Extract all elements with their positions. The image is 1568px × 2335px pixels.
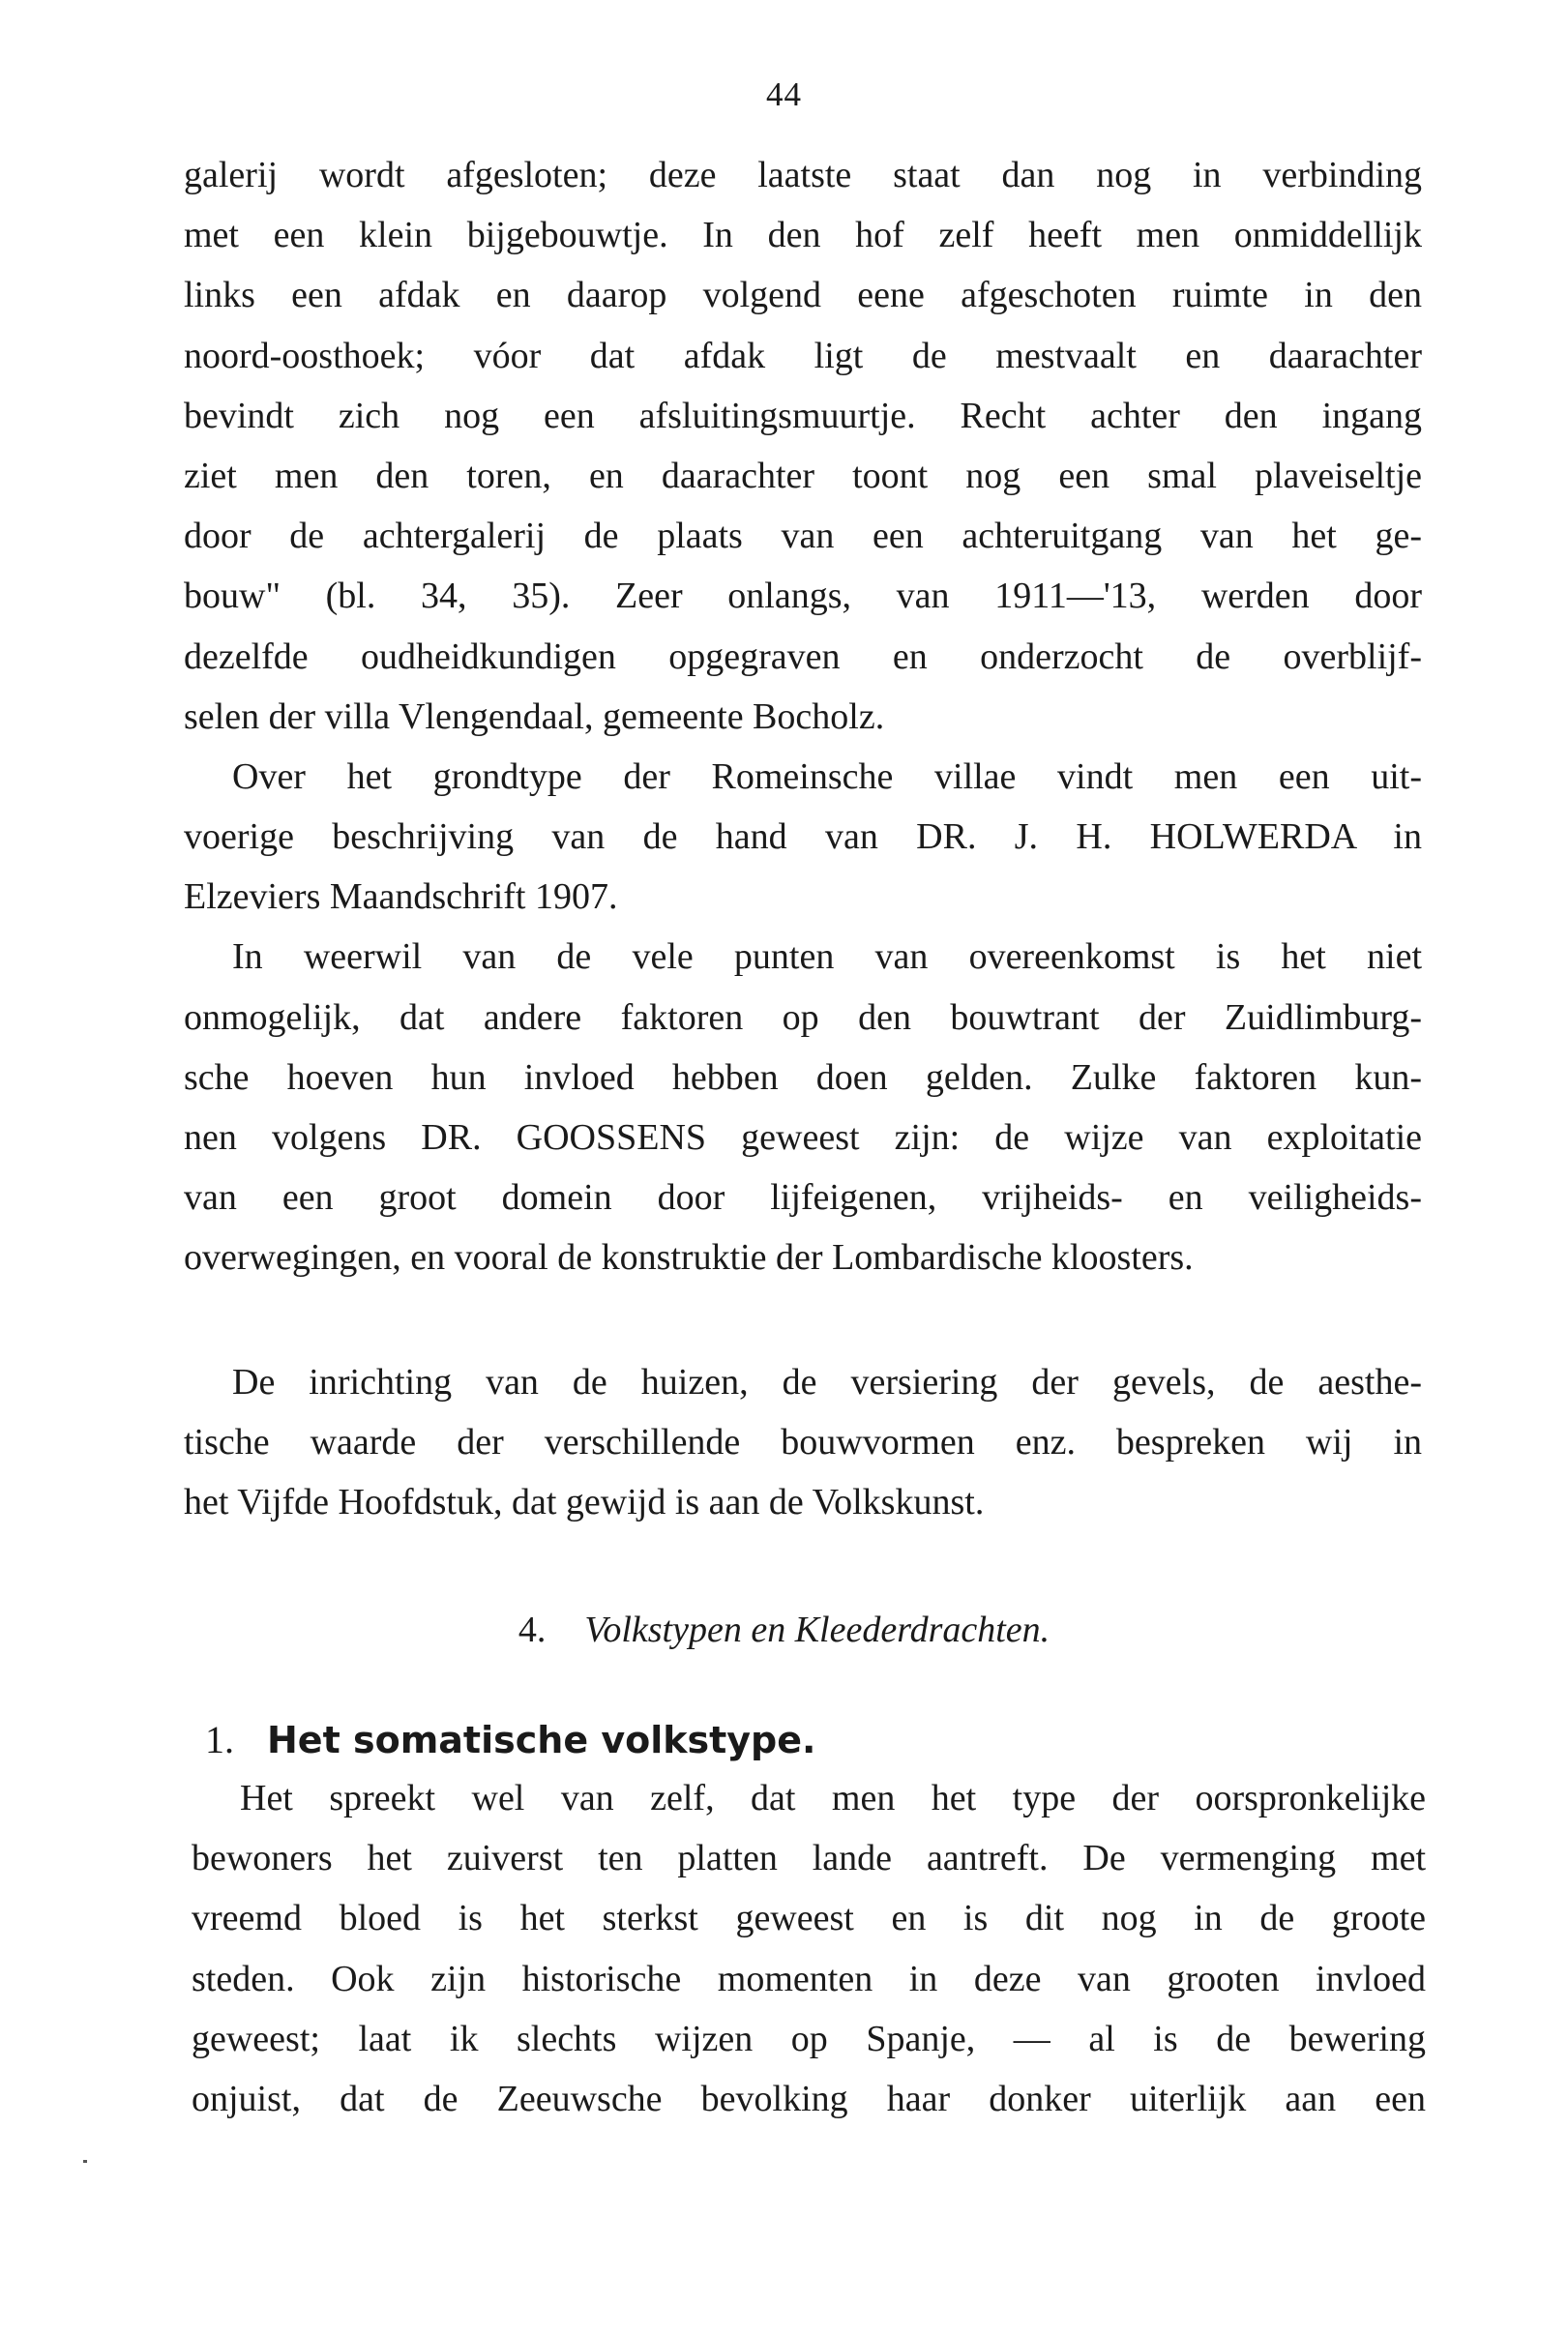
text-line: onjuist, dat de Zeeuwsche bevolking haar donker uiterlijk aan een — [192, 2078, 1426, 2119]
text-line: In weerwil van de vele punten van overeenkomst is het niet — [232, 936, 1422, 978]
middle-paragraph — [184, 1352, 1422, 1533]
text-line: dezelfde oudheidkundigen opgegraven en onderzocht de overblijf- — [184, 635, 1422, 677]
text-line: overwegingen, en vooral de konstruktie der Lombardische kloosters. — [184, 1237, 1194, 1279]
text-line: bevindt zich nog een afsluitingsmuurtje. Recht achter den ingang — [184, 395, 1422, 436]
text-line: van een groot domein door lijfeigenen, vrijheids- en veiligheids- — [184, 1177, 1422, 1219]
section-heading — [0, 1609, 1568, 1651]
upper-text — [184, 145, 1422, 1288]
page-number: 44 — [766, 75, 802, 113]
text-line: sche hoeven hun invloed hebben doen gelden. Zulke faktoren kun- — [184, 1056, 1422, 1098]
text-line: met een klein bijgebouwtje. In den hof zelf heeft men onmiddellijk — [184, 215, 1422, 256]
text-line: het Vijfde Hoofdstuk, dat gewijd is aan de Volkskunst. — [184, 1482, 985, 1523]
sub-heading — [205, 1717, 815, 1762]
text-line: Het spreekt wel van zelf, dat men het type der oorspronkelijke — [240, 1778, 1426, 1818]
section-number: 4. — [518, 1610, 547, 1650]
text-line: geweest; laat ik slechts wijzen op Spanje, — al is de bewering — [192, 2018, 1426, 2059]
text-line: bouw" (bl. 34, 35). Zeer onlangs, van 1911—'13, werden door — [184, 576, 1422, 617]
text-line: selen der villa Vlengendaal, gemeente Bocholz. — [184, 695, 885, 737]
text-line: tische waarde der verschillende bouwvormen enz. bespreken wij in — [184, 1422, 1422, 1463]
text-line: onmogelijk, dat andere faktoren op den bouwtrant der Zuidlimburg- — [184, 996, 1422, 1038]
text-line: ziet men den toren, en daarachter toont nog een smal plaveiseltje — [184, 455, 1422, 496]
sub-heading-title: Het somatische volkstype. — [267, 1719, 816, 1761]
text-line: links een afdak en daarop volgend eene afgeschoten ruimte in den — [184, 275, 1422, 316]
text-line: vreemd bloed is het sterkst geweest en is dit nog in de groote — [192, 1898, 1426, 1939]
sub-heading-number: 1. — [205, 1718, 234, 1761]
text-line: bewoners het zuiverst ten platten lande aantreft. De vermenging met — [192, 1838, 1426, 1879]
text-line: noord-oosthoek; vóor dat afdak ligt de mestvaalt en daarachter — [184, 335, 1422, 376]
text-line: galerij wordt afgesloten; deze laatste staat dan nog in verbinding — [184, 155, 1422, 195]
text-line: De inrichting van de huizen, de versiering der gevels, de aesthe- — [232, 1362, 1422, 1403]
section-title: Volkstypen en Kleederdrachten. — [584, 1610, 1050, 1650]
text-line: Over het grondtype der Romeinsche villae vindt men een uit- — [232, 755, 1422, 797]
text-line: door de achtergalerij de plaats van een achteruitgang van het ge- — [184, 516, 1422, 557]
text-line: steden. Ook zijn historische momenten in deze van grooten invloed — [192, 1958, 1426, 1999]
print-speck — [83, 2160, 87, 2163]
text-line: Elzeviers Maandschrift 1907. — [184, 876, 618, 918]
text-line: nen volgens DR. GOOSSENS geweest zijn: de wijze van exploitatie — [184, 1117, 1422, 1158]
bottom-paragraph — [192, 1768, 1426, 2129]
text-line: voerige beschrijving van de hand van DR. J. H. HOLWERDA in — [184, 816, 1422, 858]
